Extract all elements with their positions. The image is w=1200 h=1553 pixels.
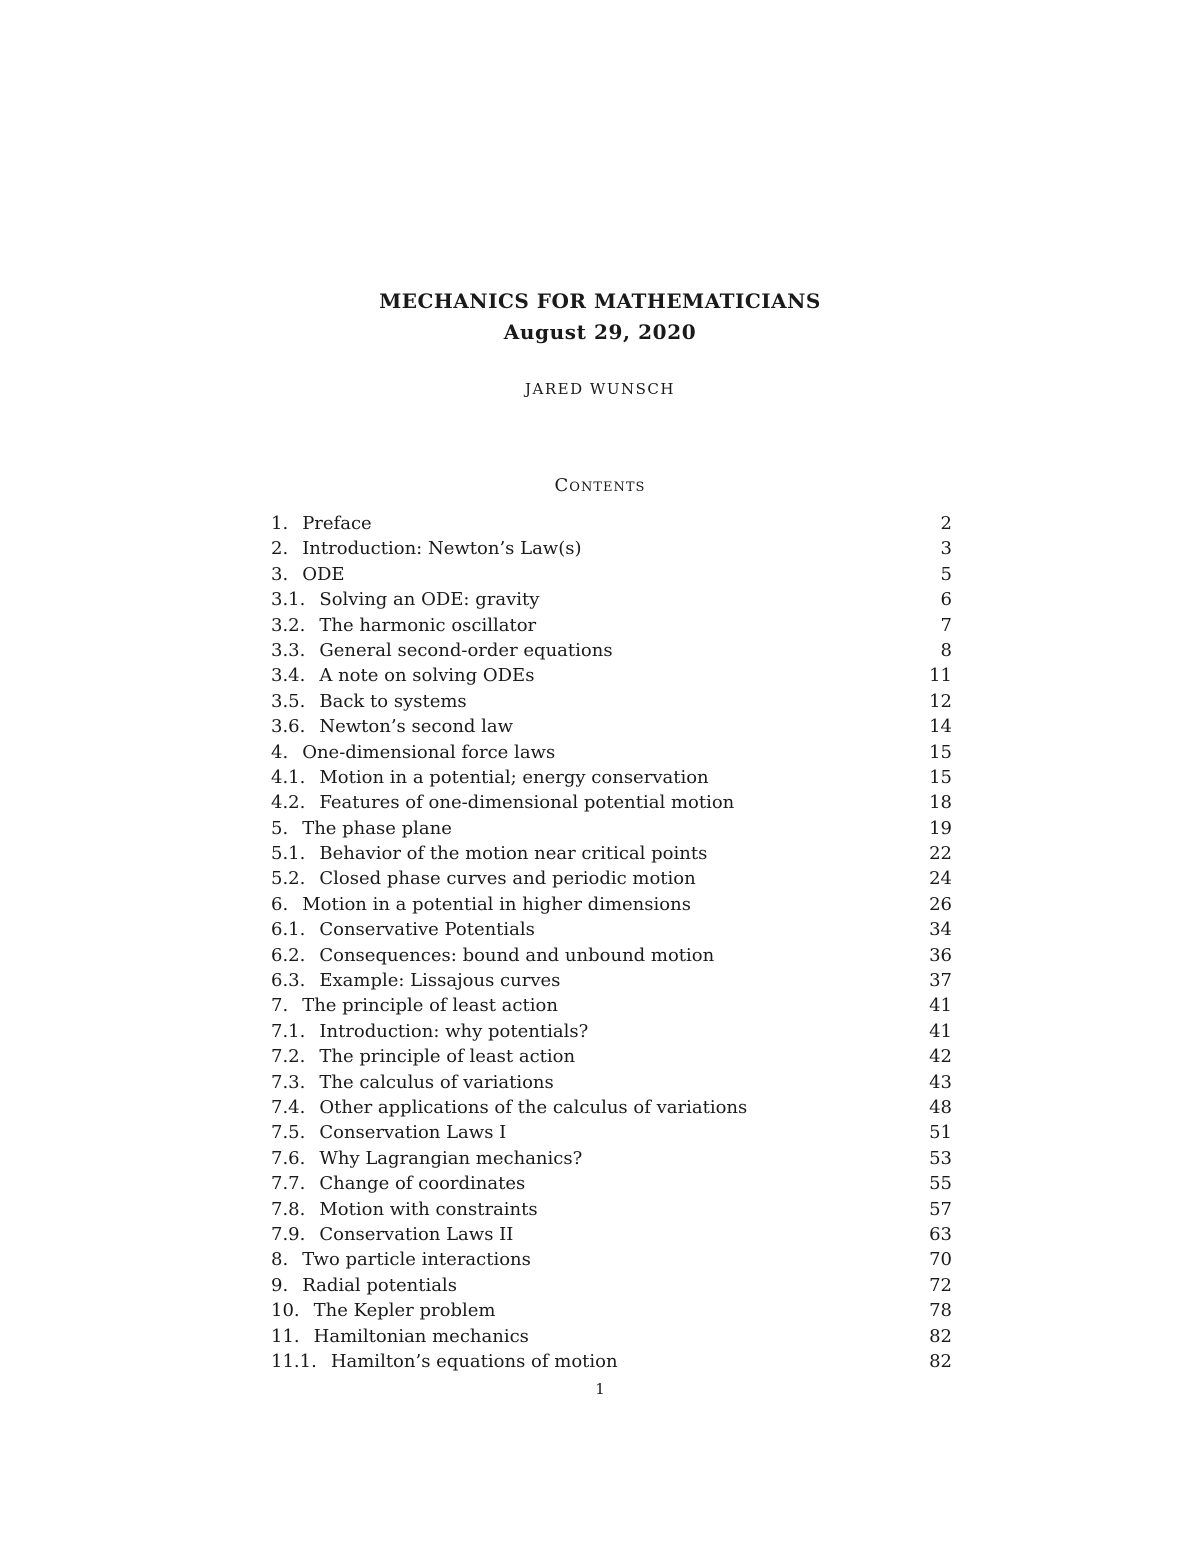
- toc-entry-number: 2.: [271, 538, 289, 560]
- toc-entry: [271, 841, 952, 866]
- toc-entry: [271, 1070, 952, 1095]
- toc-entry: [271, 587, 952, 612]
- toc-entry: [271, 892, 952, 917]
- toc-entry-title: Conservative Potentials: [319, 919, 535, 941]
- toc-entry-number: 3.5.: [271, 690, 306, 712]
- toc-entry: [271, 866, 952, 891]
- toc-entry: [271, 1298, 952, 1323]
- toc-entry-page: 18: [929, 792, 952, 814]
- toc-entry-title: Conservation Laws II: [319, 1223, 514, 1245]
- toc-entry-title: Hamilton’s equations of motion: [330, 1350, 618, 1372]
- document-title: MECHANICS FOR MATHEMATICIANS: [379, 289, 821, 313]
- toc-entry-title: Change of coordinates: [319, 1173, 526, 1195]
- toc-entry-page: 12: [929, 690, 952, 712]
- toc-entry-number: 5.1.: [271, 843, 306, 865]
- toc-entry-title: Motion in a potential; energy conservation: [319, 766, 709, 788]
- toc-entry: [271, 613, 952, 638]
- toc-entry: [271, 689, 952, 714]
- toc-entry: [271, 1197, 952, 1222]
- toc-entry-number: 3.1.: [271, 589, 306, 611]
- toc-entry: [271, 536, 952, 561]
- toc-entry-title: Newton’s second law: [319, 716, 514, 738]
- toc-entry-page: 51: [929, 1122, 952, 1144]
- toc-entry-number: 3.4.: [271, 665, 306, 687]
- toc-entry: [271, 765, 952, 790]
- toc-entry-title: Solving an ODE: gravity: [319, 589, 540, 611]
- toc-entry-title: The phase plane: [302, 817, 452, 839]
- toc-entry: [271, 714, 952, 739]
- toc-entry-title: The principle of least action: [319, 1046, 576, 1068]
- toc-entry-page: 72: [929, 1274, 952, 1296]
- toc-entry-page: 22: [929, 843, 952, 865]
- table-of-contents: [271, 511, 952, 1374]
- toc-entry-page: 14: [929, 716, 952, 738]
- toc-entry-title: The principle of least action: [302, 995, 558, 1017]
- toc-entry-title: Behavior of the motion near critical points: [319, 843, 708, 865]
- toc-entry: [271, 1044, 952, 1069]
- toc-entry: [271, 943, 952, 968]
- toc-entry-page: 2: [940, 513, 952, 534]
- toc-entry-page: 55: [929, 1173, 952, 1195]
- toc-entry-number: 7.1.: [271, 1020, 306, 1042]
- toc-entry-number: 7.: [271, 995, 289, 1017]
- toc-entry-page: 8: [940, 639, 952, 661]
- toc-entry-title: Two particle interactions: [302, 1249, 531, 1271]
- toc-entry-number: 6.3.: [271, 970, 306, 992]
- toc-entry: [271, 790, 952, 815]
- toc-entry-number: 7.8.: [271, 1198, 306, 1220]
- toc-entry-page: 6: [940, 589, 952, 611]
- toc-entry-number: 7.4.: [271, 1096, 306, 1118]
- toc-entry-title: Preface: [302, 513, 372, 534]
- toc-entry-number: 7.7.: [271, 1173, 306, 1195]
- toc-entry-page: 7: [940, 614, 952, 636]
- toc-entry-title: The Kepler problem: [313, 1300, 496, 1322]
- toc-entry-page: 42: [929, 1046, 952, 1068]
- toc-entry-number: 10.: [271, 1300, 300, 1322]
- toc-entry-number: 4.: [271, 741, 289, 763]
- toc-entry-title: A note on solving ODEs: [319, 665, 535, 687]
- toc-entry: [271, 562, 952, 587]
- toc-entry-number: 9.: [271, 1274, 289, 1296]
- toc-entry-number: 5.: [271, 817, 289, 839]
- toc-entry-page: 24: [929, 868, 952, 890]
- toc-entry-number: 7.3.: [271, 1071, 306, 1093]
- toc-entry: [271, 816, 952, 841]
- toc-entry: [271, 1273, 952, 1298]
- toc-entry-page: 34: [929, 919, 952, 941]
- toc-entry-page: 19: [929, 817, 952, 839]
- toc-entry-title: Back to systems: [319, 690, 467, 712]
- document-author: JARED WUNSCH: [525, 380, 675, 398]
- toc-entry-number: 8.: [271, 1249, 289, 1271]
- toc-entry-number: 5.2.: [271, 868, 306, 890]
- toc-entry-title: Example: Lissajous curves: [319, 970, 561, 992]
- toc-entry-number: 4.1.: [271, 766, 306, 788]
- toc-entry-number: 11.1.: [271, 1350, 317, 1372]
- toc-entry-page: 11: [929, 665, 952, 687]
- toc-entry: [271, 917, 952, 942]
- toc-entry-number: 3.: [271, 563, 289, 585]
- toc-entry-number: 4.2.: [271, 792, 306, 814]
- toc-entry-number: 3.3.: [271, 639, 306, 661]
- toc-entry: [271, 1222, 952, 1247]
- toc-entry-page: 43: [929, 1071, 952, 1093]
- toc-entry-page: 82: [929, 1325, 952, 1347]
- toc-entry: [271, 1095, 952, 1120]
- toc-entry-title: General second-order equations: [319, 639, 613, 661]
- toc-entry-title: Motion with constraints: [319, 1198, 538, 1220]
- toc-entry: [271, 1146, 952, 1171]
- toc-entry-page: 36: [929, 944, 952, 966]
- toc-entry-number: 6.1.: [271, 919, 306, 941]
- toc-entry-title: Radial potentials: [302, 1274, 457, 1296]
- toc-entry-title: Motion in a potential in higher dimensions: [302, 893, 691, 915]
- toc-entry-page: 15: [929, 766, 952, 788]
- toc-entry-title: Why Lagrangian mechanics?: [319, 1147, 583, 1169]
- toc-entry-number: 1.: [271, 513, 289, 534]
- toc-entry-number: 6.2.: [271, 944, 306, 966]
- toc-entry: [271, 1349, 952, 1374]
- toc-entry-page: 37: [929, 970, 952, 992]
- toc-entry: [271, 968, 952, 993]
- toc-entry-page: 5: [940, 563, 952, 585]
- toc-entry: [271, 1019, 952, 1044]
- toc-entry-number: 7.9.: [271, 1223, 306, 1245]
- toc-entry-number: 3.2.: [271, 614, 306, 636]
- toc-entry-title: The calculus of variations: [319, 1071, 554, 1093]
- toc-entry: [271, 740, 952, 765]
- toc-entry-title: Introduction: Newton’s Law(s): [302, 538, 582, 560]
- toc-entry-page: 70: [929, 1249, 952, 1271]
- toc-entry: [271, 993, 952, 1018]
- toc-entry: [271, 638, 952, 663]
- toc-entry-page: 41: [929, 995, 952, 1017]
- toc-entry-page: 82: [929, 1350, 952, 1372]
- toc-entry-page: 63: [929, 1223, 952, 1245]
- toc-entry-title: Conservation Laws I: [319, 1122, 507, 1144]
- toc-entry-title: ODE: [302, 563, 345, 585]
- toc-entry: [271, 511, 952, 536]
- toc-entry: [271, 663, 952, 688]
- toc-entry-title: One-dimensional force laws: [302, 741, 556, 763]
- toc-entry-number: 7.5.: [271, 1122, 306, 1144]
- toc-entry-number: 7.6.: [271, 1147, 306, 1169]
- toc-entry: [271, 1120, 952, 1145]
- toc-entry-number: 11.: [271, 1325, 300, 1347]
- toc-entry-page: 48: [929, 1096, 952, 1118]
- toc-entry-title: Hamiltonian mechanics: [313, 1325, 529, 1347]
- toc-entry-page: 26: [929, 893, 952, 915]
- toc-entry-number: 3.6.: [271, 716, 306, 738]
- page-number: 1: [595, 1380, 605, 1398]
- toc-entry-page: 53: [929, 1147, 952, 1169]
- document-date: August 29, 2020: [503, 320, 697, 344]
- contents-heading: Contents: [554, 475, 646, 496]
- toc-entry-page: 15: [929, 741, 952, 763]
- toc-entry-title: Features of one-dimensional potential motion: [319, 792, 735, 814]
- toc-entry-title: Closed phase curves and periodic motion: [319, 868, 696, 890]
- toc-entry-title: The harmonic oscillator: [319, 614, 537, 636]
- toc-entry-page: 78: [929, 1300, 952, 1322]
- toc-entry-title: Other applications of the calculus of variations: [319, 1096, 748, 1118]
- toc-entry-page: 57: [929, 1198, 952, 1220]
- toc-entry-page: 3: [940, 538, 952, 560]
- toc-entry-title: Introduction: why potentials?: [319, 1020, 589, 1042]
- toc-entry-number: 6.: [271, 893, 289, 915]
- toc-entry-number: 7.2.: [271, 1046, 306, 1068]
- toc-entry: [271, 1171, 952, 1196]
- toc-entry-page: 41: [929, 1020, 952, 1042]
- toc-entry: [271, 1324, 952, 1349]
- toc-entry-title: Consequences: bound and unbound motion: [319, 944, 715, 966]
- toc-entry: [271, 1247, 952, 1272]
